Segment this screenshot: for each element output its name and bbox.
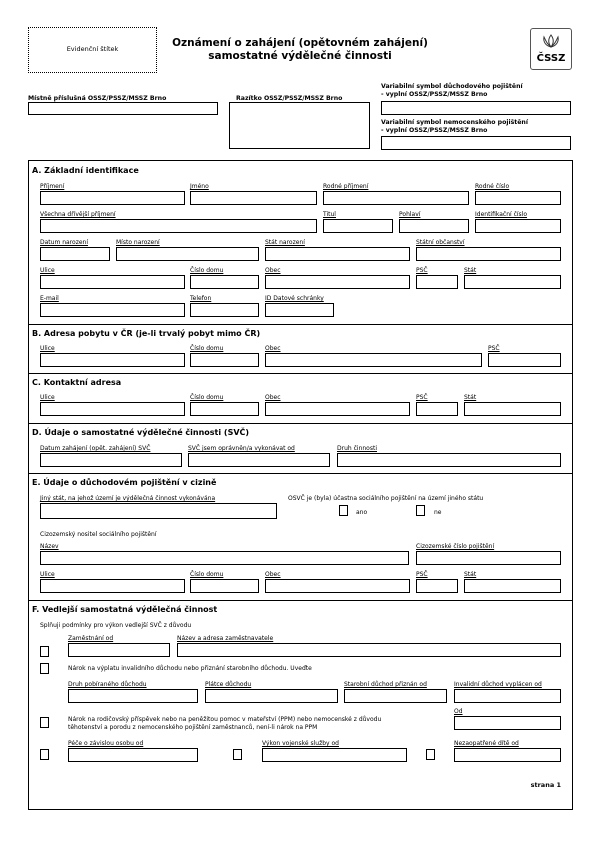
house-no-field-c[interactable] (190, 402, 259, 416)
label-birth-state: Stát narození (265, 239, 305, 246)
birth-number-field[interactable] (475, 191, 561, 205)
page-number: strana 1 (530, 781, 561, 789)
city-field-a[interactable] (265, 275, 410, 289)
id-number-field[interactable] (475, 219, 561, 233)
separator-a-b (28, 324, 573, 325)
form-title-line2: samostatné výdělečné činnosti (208, 50, 392, 62)
office-field[interactable] (28, 102, 218, 115)
invalidity-since-field[interactable] (454, 689, 561, 703)
label-no: ne (434, 509, 442, 516)
label-house-no-b: Číslo domu (190, 345, 224, 352)
label-old-age-since: Starobní důchod přiznán od (344, 681, 427, 688)
house-no-field-a[interactable] (190, 275, 259, 289)
office-label: Místně příslušná OSSZ/PSSZ/MSSZ Brno (28, 95, 167, 102)
label-street-c: Ulice (40, 394, 55, 401)
label-military: Výkon vojenské služby od (262, 740, 339, 747)
section-d-title: D. Údaje o samostatné výdělečné činnosti (SVČ) (32, 428, 250, 437)
section-e-title: E. Údaje o důchodovém pojištění v cizině (32, 478, 217, 487)
label-pension-type: Druh pobíraného důchodu (68, 681, 147, 688)
email-field[interactable] (40, 303, 185, 317)
start-date-field[interactable] (40, 453, 182, 467)
label-state-c: Stát (464, 394, 477, 401)
label-former-surnames: Všechna dřívější příjmení (40, 211, 116, 218)
label-other-state: Jiný stát, na jehož území je výdělečná činnost vykonávána (40, 495, 216, 502)
section-a-title: A. Základní identifikace (32, 166, 139, 175)
label-zip-b: PSČ (488, 345, 500, 352)
label-zip-a: PSČ (416, 267, 428, 274)
registration-label-text: Evidenční štítek (66, 45, 119, 53)
label-since: Od (454, 708, 463, 715)
authorized-field[interactable] (188, 453, 330, 467)
birth-place-field[interactable] (116, 247, 259, 261)
label-parental-2: těhotenství a porodu z nemocenského pojištění zaměstnanců, není-li nárok na PPM (68, 724, 318, 731)
label-activity-type: Druh činnosti (337, 445, 377, 452)
cssz-logo (530, 28, 572, 70)
city-field-e[interactable] (265, 579, 410, 593)
checkbox-no[interactable] (416, 505, 425, 516)
label-sex: Pohlaví (399, 211, 421, 218)
old-age-since-field[interactable] (344, 689, 447, 703)
street-field-a[interactable] (40, 275, 185, 289)
label-carrier-name: Název (40, 543, 59, 550)
label-birth-surname: Rodné příjmení (323, 183, 369, 190)
section-f-title: F. Vedlejší samostatná výdělečná činnost (32, 605, 218, 614)
street-field-e[interactable] (40, 579, 185, 593)
label-authorized: SVČ jsem oprávněn/a vykonávat od (188, 445, 295, 452)
vs-pension-label-2: - vyplní OSSZ/PSSZ/MSSZ Brno (381, 91, 488, 98)
separator-c-d (28, 423, 573, 424)
label-invalidity-since: Invalidní důchod vyplácen od (454, 681, 542, 688)
label-house-no-a: Číslo domu (190, 267, 224, 274)
label-state-a: Stát (464, 267, 477, 274)
label-conditions: Splňuji podmínky pro výkon vedlejší SVČ z důvodu (40, 622, 192, 629)
label-employed-from: Zaměstnání od (68, 635, 114, 642)
label-parental-1: Nárok na rodičovský příspěvek nebo na peněžitou pomoc v mateřství (PPM) nebo nemocenské z důvodu (68, 716, 382, 723)
birth-surname-field[interactable] (323, 191, 469, 205)
state-field-c[interactable] (464, 402, 561, 416)
checkbox-yes[interactable] (339, 505, 348, 516)
zip-field-e[interactable] (416, 579, 458, 593)
checkbox-pension[interactable] (40, 663, 49, 674)
label-city-b: Obec (265, 345, 281, 352)
label-city-e: Obec (265, 571, 281, 578)
checkbox-care[interactable] (40, 749, 49, 760)
name-field[interactable] (190, 191, 317, 205)
vs-pension-label-1: Variabilní symbol důchodového pojištění (381, 83, 523, 90)
label-invalidity-claim: Nárok na výplatu invalidního důchodu nebo přiznání starobního důchodu. Uveďte (68, 665, 312, 672)
logo-text: ČSSZ (536, 53, 566, 64)
surname-field[interactable] (40, 191, 185, 205)
sex-field[interactable] (399, 219, 469, 233)
former-surnames-field[interactable] (40, 219, 317, 233)
vs-sickness-field[interactable] (381, 136, 571, 150)
label-pension-payer: Plátce důchodu (205, 681, 252, 688)
city-field-c[interactable] (265, 402, 410, 416)
military-field[interactable] (262, 748, 407, 762)
checkbox-parental[interactable] (40, 717, 49, 728)
form-title-line1: Oznámení o zahájení (opětovném zahájení) (172, 37, 428, 49)
label-foreign-carrier: Cizozemský nositel sociálního pojištění (40, 531, 157, 538)
label-start-date: Datum zahájení (opět. zahájení) SVČ (40, 445, 151, 452)
label-name: Jméno (190, 183, 209, 190)
checkbox-military[interactable] (233, 749, 242, 760)
label-zip-c: PSČ (416, 394, 428, 401)
label-email: E-mail (40, 295, 59, 302)
seal-label: Razítko OSSZ/PSSZ/MSSZ Brno (236, 95, 343, 102)
label-zip-e: PSČ (416, 571, 428, 578)
pension-type-field[interactable] (68, 689, 198, 703)
phone-field[interactable] (190, 303, 259, 317)
section-c-title: C. Kontaktní adresa (32, 378, 122, 387)
label-insurance-question: OSVČ je (byla) účastna sociálního pojištění na území jiného státu (288, 495, 484, 502)
label-surname: Příjmení (40, 183, 65, 190)
vs-pension-field[interactable] (381, 101, 571, 115)
seal-field (229, 102, 370, 149)
city-field-b[interactable] (265, 353, 482, 367)
pension-payer-field[interactable] (205, 689, 338, 703)
databox-field[interactable] (265, 303, 334, 317)
street-field-b[interactable] (40, 353, 185, 367)
label-birth-date: Datum narození (40, 239, 88, 246)
label-house-no-e: Číslo domu (190, 571, 224, 578)
house-no-field-e[interactable] (190, 579, 259, 593)
checkbox-dependent-child[interactable] (426, 749, 435, 760)
foreign-number-field[interactable] (416, 551, 561, 565)
degree-field[interactable] (323, 219, 393, 233)
house-no-field-b[interactable] (190, 353, 259, 367)
tulip-logo-icon (539, 33, 563, 49)
checkbox-employment[interactable] (40, 646, 49, 657)
birth-date-field[interactable] (40, 247, 110, 261)
separator-d-e (28, 473, 573, 474)
label-yes: ano (356, 509, 368, 516)
label-street-a: Ulice (40, 267, 55, 274)
other-state-field[interactable] (40, 503, 277, 519)
label-house-no-c: Číslo domu (190, 394, 224, 401)
state-field-e[interactable] (464, 579, 561, 593)
label-databox: ID Datové schránky (265, 295, 324, 302)
section-b-title: B. Adresa pobytu v ČR (je-li trvalý pobyt mimo ČR) (32, 329, 261, 338)
dependent-child-field[interactable] (454, 748, 561, 762)
label-state-e: Stát (464, 571, 477, 578)
separator-b-c (28, 373, 573, 374)
label-city-a: Obec (265, 267, 281, 274)
label-citizenship: Státní občanství (416, 239, 465, 246)
birth-state-field[interactable] (265, 247, 410, 261)
vs-sickness-label-1: Variabilní symbol nemocenského pojištění (381, 119, 528, 126)
label-degree: Titul (323, 211, 336, 218)
label-dependent-child: Nezaopatřené dítě od (454, 740, 519, 747)
vs-sickness-label-2: - vyplní OSSZ/PSSZ/MSSZ Brno (381, 127, 488, 134)
parental-since-field[interactable] (454, 716, 561, 730)
zip-field-c[interactable] (416, 402, 458, 416)
label-street-b: Ulice (40, 345, 55, 352)
care-field[interactable] (68, 748, 198, 762)
label-foreign-number: Cizozemské číslo pojištění (416, 543, 495, 550)
employed-from-field[interactable] (68, 643, 170, 657)
carrier-name-field[interactable] (40, 551, 409, 565)
zip-field-b[interactable] (488, 353, 561, 367)
label-id-number: Identifikační číslo (475, 211, 528, 218)
label-employer: Název a adresa zaměstnavatele (177, 635, 274, 642)
state-field-a[interactable] (464, 275, 561, 289)
label-city-c: Obec (265, 394, 281, 401)
zip-field-a[interactable] (416, 275, 458, 289)
label-phone: Telefon (190, 295, 212, 302)
street-field-c[interactable] (40, 402, 185, 416)
label-care: Péče o závislou osobu od (68, 740, 144, 747)
citizenship-field[interactable] (416, 247, 561, 261)
label-birth-place: Místo narození (116, 239, 160, 246)
activity-type-field[interactable] (337, 453, 561, 467)
label-birth-number: Rodné číslo (475, 183, 510, 190)
employer-field[interactable] (177, 643, 561, 657)
label-street-e: Ulice (40, 571, 55, 578)
form-title (160, 37, 440, 63)
separator-e-f (28, 600, 573, 601)
